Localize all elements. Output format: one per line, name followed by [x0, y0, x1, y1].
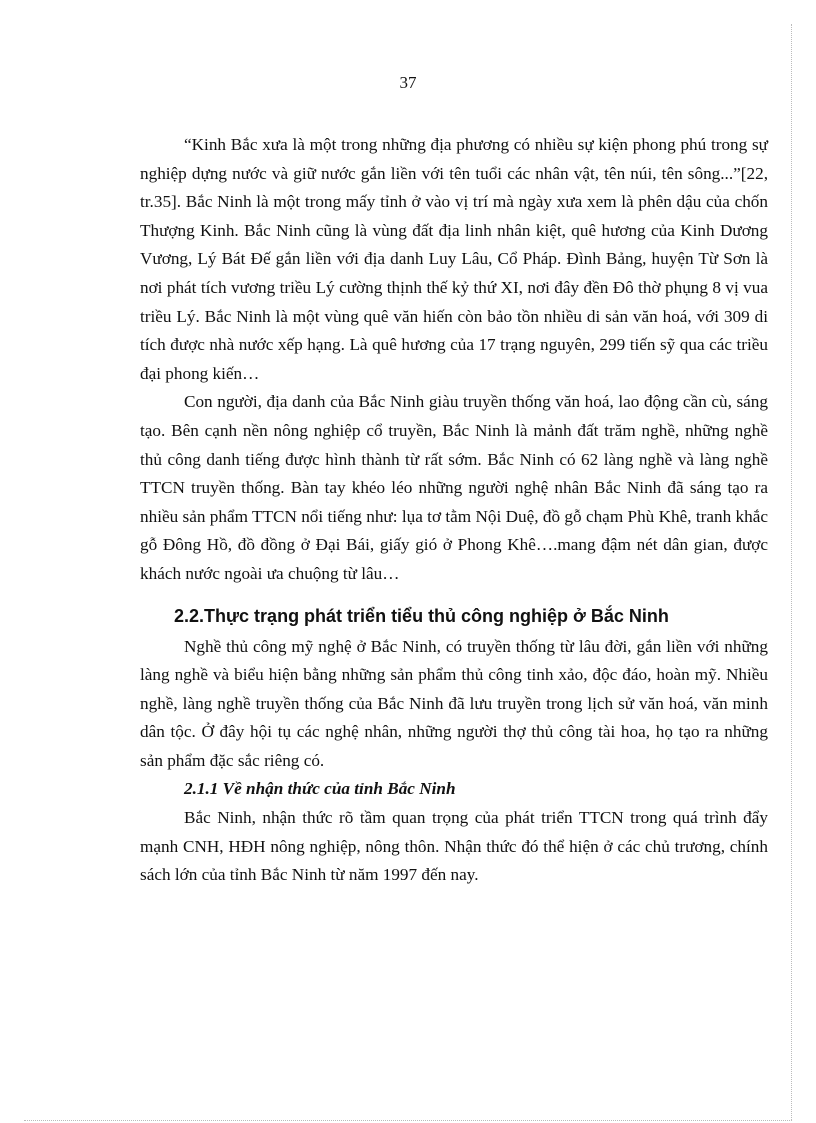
page-number: 37	[399, 73, 417, 92]
paragraph-kinh-bac: “Kinh Bắc xưa là một trong những địa phương có nhiều sự kiện phong phú trong sự nghiệp dựng nước và giữ nước gắn liền với tên tuổi các nhân vật, tên núi, tên sông...”[22, tr.35]. Bắc Ninh là một trong mấy tỉnh ở vào vị trí mà ngày xưa xem là phên dậu của chốn Thượng Kinh. Bắc Ninh cũng là vùng đất địa linh nhân kiệt, quê hương của Kinh Dương Vương, Lý Bát Đế gắn liền với địa danh Luy Lâu, Cổ Pháp. Đình Bảng, huyện Từ Sơn là nơi phát tích vương triều Lý cường thịnh thế kỷ thứ XI, nơi đây đền Đô thờ phụng 8 vị vua triều Lý. Bắc Ninh là một vùng quê văn hiến còn bảo tồn nhiều di sản văn hoá, với 309 di tích được nhà nước xếp hạng. Là quê hương của 17 trạng nguyên, 299 tiến sỹ qua các triều đại phong kiến…	[140, 135, 768, 383]
section-heading-2-2: 2.2.Thực trạng phát triển tiểu thủ công nghiệp ở Bắc Ninh	[174, 605, 669, 626]
subsection-heading-2-1-1: 2.1.1 Về nhận thức của tỉnh Bắc Ninh	[184, 779, 456, 799]
document-body	[140, 131, 768, 890]
paragraph-con-nguoi: Con người, địa danh của Bắc Ninh giàu truyền thống văn hoá, lao động cần cù, sáng tạo. Bên cạnh nền nông nghiệp cổ truyền, Bắc Ninh là mảnh đất trăm nghề, những nghề thủ công danh tiếng được hình thành từ rất sớm. Bắc Ninh có 62 làng nghề và làng nghề TTCN truyền thống. Bàn tay khéo léo những người nghệ nhân Bắc Ninh đã sáng tạo ra nhiều sản phẩm TTCN nổi tiếng như: lụa tơ tằm Nội Duệ, đồ gỗ chạm Phù Khê, tranh khắc gỗ Đông Hồ, đồ đồng ở Đại Bái, giấy gió ở Phong Khê….mang đậm nét dân gian, được khách nước ngoài ưa chuộng từ lâu…	[140, 392, 768, 583]
paragraph-nghe-thu-cong: Nghề thủ công mỹ nghệ ở Bắc Ninh, có truyền thống từ lâu đời, gắn liền với những làng nghề và biểu hiện bằng những sản phẩm thủ công tinh xảo, độc đáo, hoàn mỹ. Nhiều nghề, làng nghề truyền thống của Bắc Ninh đã lưu truyền trong lịch sử văn hoá, văn minh dân tộc. Ở đây hội tụ các nghệ nhân, những người thợ thủ công tài hoa, họ tạo ra những sản phẩm đặc sắc riêng có.	[140, 636, 768, 770]
paragraph-nhan-thuc: Bắc Ninh, nhận thức rõ tầm quan trọng của phát triển TTCN trong quá trình đẩy mạnh CNH, HĐH nông nghiệp, nông thôn. Nhận thức đó thể hiện ở các chủ trương, chính sách lớn của tỉnh Bắc Ninh từ năm 1997 đến nay.	[140, 808, 768, 885]
page-edge-bottom	[24, 1120, 792, 1121]
page-edge-right	[791, 24, 792, 1120]
